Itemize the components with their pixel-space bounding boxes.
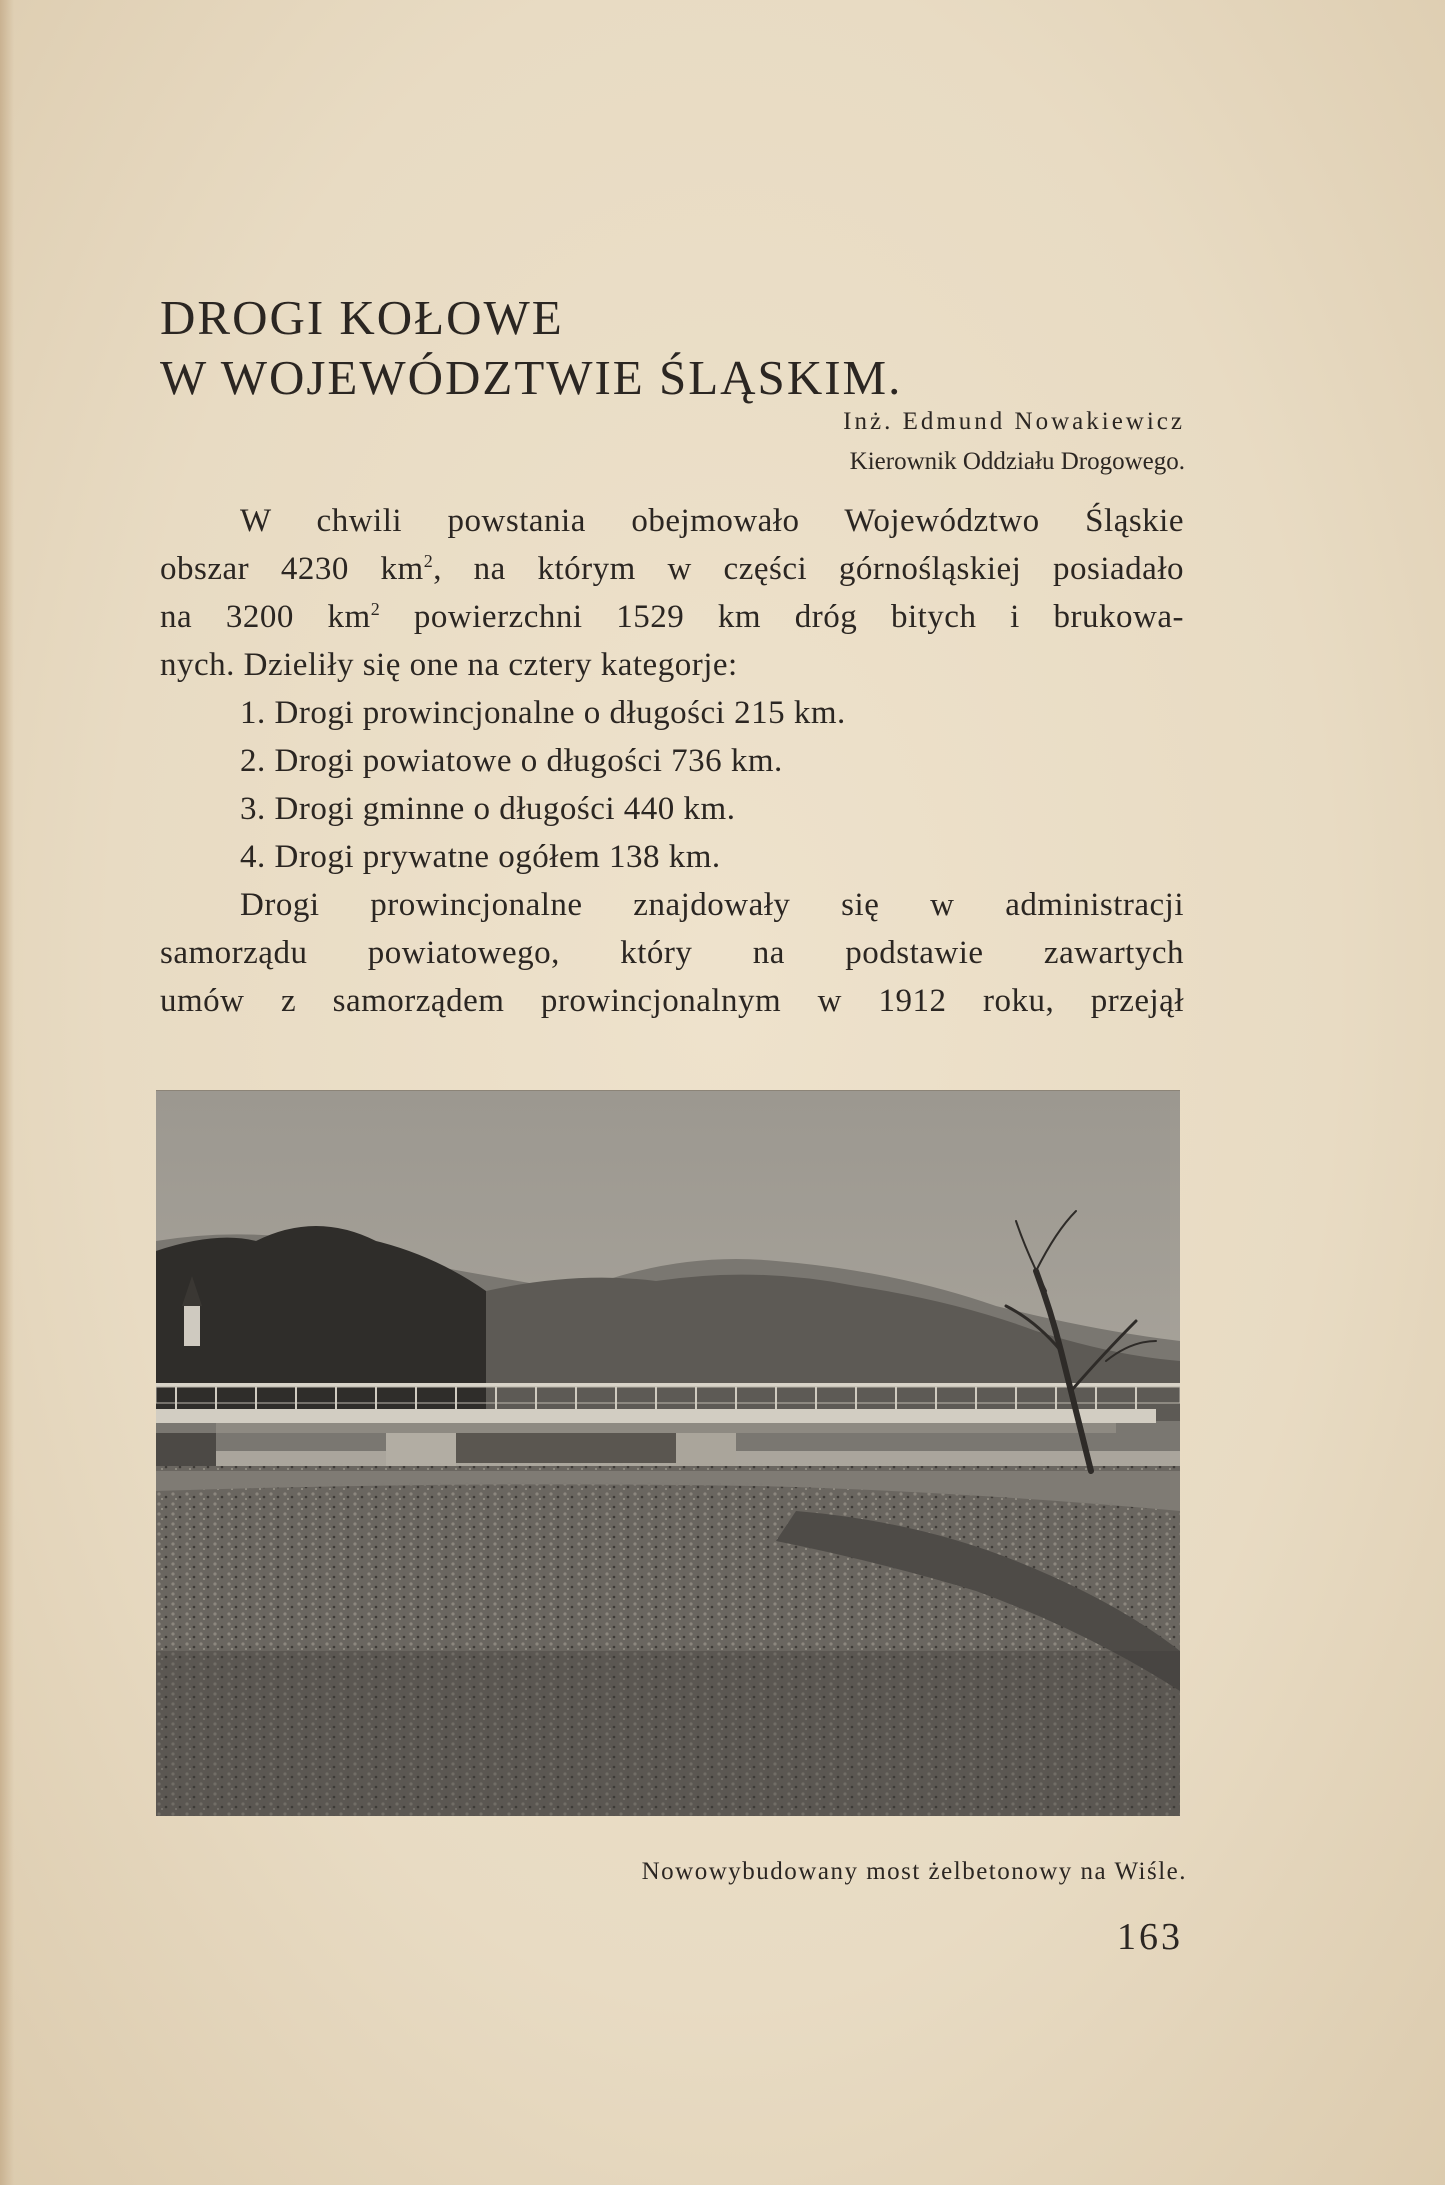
article-title <box>160 288 902 408</box>
text-span: powierzchni 1529 km dróg bitych i brukowa- <box>380 599 1184 635</box>
paragraph-1-line-3 <box>160 593 1184 641</box>
bridge-photograph <box>156 1090 1180 1816</box>
page-number: 163 <box>1117 1916 1183 1958</box>
article-body <box>160 497 1184 1025</box>
superscript: 2 <box>370 599 381 619</box>
author-position: Kierownik Oddziału Drogowego. <box>849 448 1185 475</box>
author-name: Inż. Edmund Nowakiewicz <box>843 408 1185 435</box>
paragraph-2-line-2: samorządu powiatowego, który na podstawie zawartych <box>160 935 1184 971</box>
superscript: 2 <box>423 551 434 571</box>
list-item: 4. Drogi prywatne ogółem 138 km. <box>240 839 721 875</box>
page-edge-shadow <box>0 0 14 2185</box>
text-span: obszar 4230 km <box>160 551 424 587</box>
title-line-1: DROGI KOŁOWE <box>160 290 564 345</box>
list-item: 3. Drogi gminne o długości 440 km. <box>240 791 736 827</box>
paragraph-2-line-3: umów z samorządem prowincjonalnym w 1912 roku, przejął <box>160 983 1184 1019</box>
paragraph-1-line-2 <box>160 545 1184 593</box>
text-span: na 3200 km <box>160 599 371 635</box>
list-item: 2. Drogi powiatowe o długości 736 km. <box>240 743 783 779</box>
bridge-photo-illustration <box>156 1091 1180 1816</box>
paragraph-1-line-1: W chwili powstania obejmowało Województwo Śląskie <box>240 503 1184 539</box>
photo-caption: Nowowybudowany most żelbetonowy na Wiśle. <box>641 1858 1187 1885</box>
text-span: , na którym w części górnośląskiej posiadało <box>433 551 1184 587</box>
list-item: 1. Drogi prowincjonalne o długości 215 km. <box>240 695 846 731</box>
title-line-2: W WOJEWÓDZTWIE ŚLĄSKIM. <box>160 350 903 405</box>
paragraph-1-line-4: nych. Dzieliły się one na cztery kategorje: <box>160 647 738 683</box>
paragraph-2-line-1: Drogi prowincjonalne znajdowały się w administracji <box>240 887 1184 923</box>
author-block <box>843 402 1185 482</box>
